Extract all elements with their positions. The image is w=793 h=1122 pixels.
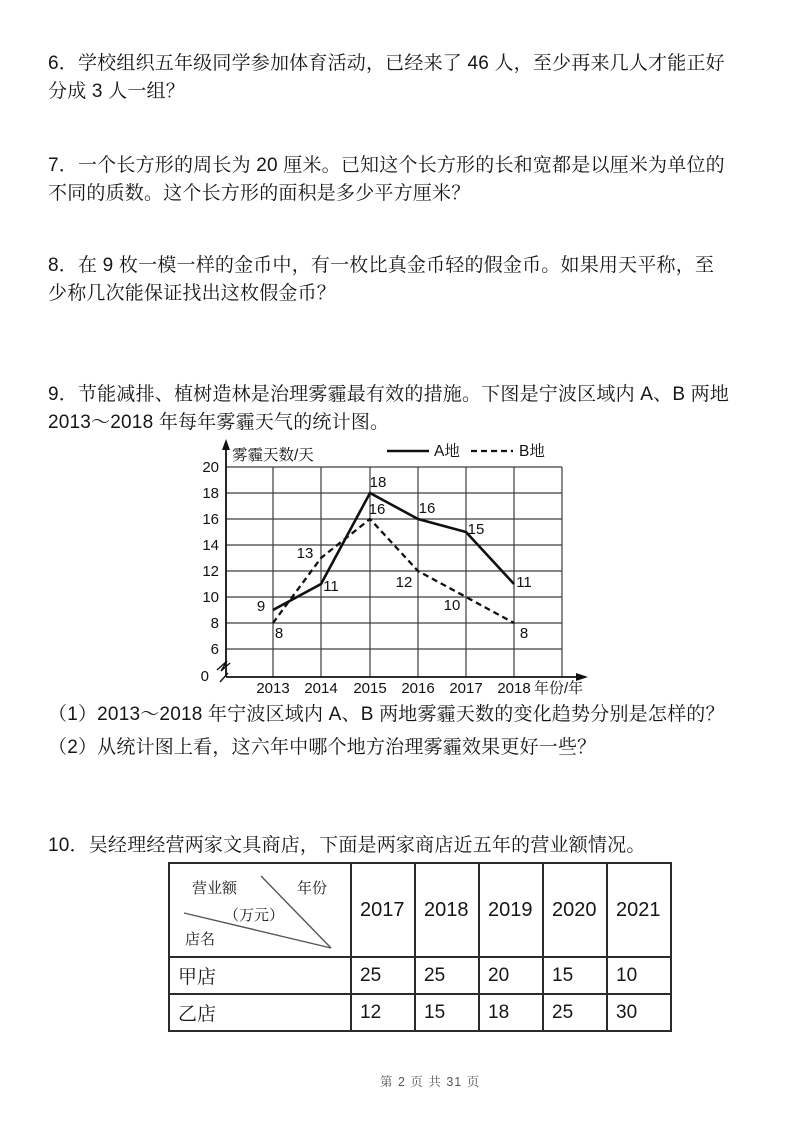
revenue-table-row	[169, 957, 671, 994]
revenue-table	[168, 862, 672, 1032]
question-8-line2: 少称几次能保证找出这枚假金币？	[48, 283, 337, 304]
x-tick-label: 2014	[304, 680, 338, 697]
axis-break-icon	[217, 661, 230, 671]
question-9-sub1: （1）2013～2018 年宁波区域内 A、B 两地雾霾天数的变化趋势分别是怎样的？	[48, 704, 725, 725]
x-tick-label: 2015	[353, 680, 387, 697]
question-9-line1: 9．节能减排、植树造林是治理雾霾最有效的措施。下图是宁波区域内 A、B 两地	[48, 384, 730, 405]
year-header-cell: 2017	[351, 863, 415, 957]
y-tick-label: 16	[202, 511, 219, 528]
revenue-value-cell: 10	[607, 957, 671, 994]
data-label: 8	[519, 625, 529, 642]
data-label: 9	[256, 598, 266, 615]
question-9-line2: 2013～2018 年每年雾霾天气的统计图。	[48, 412, 390, 433]
smog-chart-svg	[182, 437, 602, 705]
revenue-value-cell: 18	[479, 994, 543, 1031]
revenue-value-cell: 12	[351, 994, 415, 1031]
revenue-value-cell: 25	[415, 957, 479, 994]
legend-label-A地: A地	[434, 443, 460, 460]
revenue-table-row	[169, 994, 671, 1031]
question-6-line2: 分成 3 人一组？	[48, 81, 185, 102]
corner-store-label: 店名	[185, 931, 216, 948]
year-header-cell: 2020	[543, 863, 607, 957]
y-tick-label: 6	[210, 641, 219, 658]
question-7-line2: 不同的质数。这个长方形的面积是多少平方厘米？	[48, 183, 471, 204]
x-tick-label: 2013	[256, 680, 290, 697]
legend-label-B地: B地	[519, 443, 545, 460]
data-label: 11	[323, 578, 339, 595]
y-tick-label: 14	[202, 537, 219, 554]
data-label: 16	[418, 500, 436, 517]
y-tick-label: 20	[202, 459, 219, 476]
y-tick-label: 8	[210, 615, 219, 632]
store-name-cell: 乙店	[169, 994, 351, 1031]
revenue-value-cell: 15	[415, 994, 479, 1031]
question-10-line1: 10．吴经理经营两家文具商店，下面是两家商店近五年的营业额情况。	[48, 835, 646, 856]
question-9-sub2: （2）从统计图上看，这六年中哪个地方治理雾霾效果更好一些？	[48, 737, 597, 758]
year-header-cell: 2021	[607, 863, 671, 957]
y-axis-arrow-icon	[222, 439, 230, 450]
revenue-table-header-row	[169, 863, 671, 957]
data-label: 12	[395, 574, 413, 591]
store-name-cell: 甲店	[169, 957, 351, 994]
data-label: 16	[368, 501, 386, 518]
y-tick-label: 12	[202, 563, 219, 580]
data-label: 8	[274, 625, 284, 642]
revenue-value-cell: 30	[607, 994, 671, 1031]
question-7-line1: 7．一个长方形的周长为 20 厘米。已知这个长方形的长和宽都是以厘米为单位的	[48, 155, 725, 176]
chart-title: 雾霾天数/天	[232, 447, 314, 464]
corner-unit-label: （万元）	[224, 907, 285, 924]
revenue-value-cell: 15	[543, 957, 607, 994]
year-header-cell: 2019	[479, 863, 543, 957]
revenue-value-cell: 25	[543, 994, 607, 1031]
x-axis-title: 年份/年	[534, 680, 584, 697]
smog-line-chart	[182, 437, 602, 705]
revenue-value-cell: 25	[351, 957, 415, 994]
data-label: 11	[516, 574, 532, 591]
corner-metric-label: 营业额	[192, 880, 238, 897]
revenue-table-corner-cell	[169, 863, 351, 957]
corner-year-label: 年份	[297, 880, 328, 897]
revenue-value-cell: 20	[479, 957, 543, 994]
y-tick-label: 10	[202, 589, 219, 606]
year-header-cell: 2018	[415, 863, 479, 957]
x-tick-label: 2017	[449, 680, 483, 697]
question-6-line1: 6．学校组织五年级同学参加体育活动，已经来了 46 人，至少再来几人才能正好	[48, 53, 725, 74]
question-8-line1: 8．在 9 枚一模一样的金币中，有一枚比真金币轻的假金币。如果用天平称，至	[48, 255, 715, 276]
y-tick-label: 18	[202, 485, 219, 502]
data-label: 15	[467, 521, 485, 538]
data-label: 10	[443, 597, 461, 614]
data-label: 13	[296, 545, 314, 562]
x-tick-label: 2016	[401, 680, 435, 697]
x-tick-label: 2018	[497, 680, 531, 697]
y-tick-label: 0	[200, 668, 209, 685]
page-footer: 第 2 页 共 31 页	[380, 1075, 481, 1089]
data-label: 18	[369, 474, 387, 491]
